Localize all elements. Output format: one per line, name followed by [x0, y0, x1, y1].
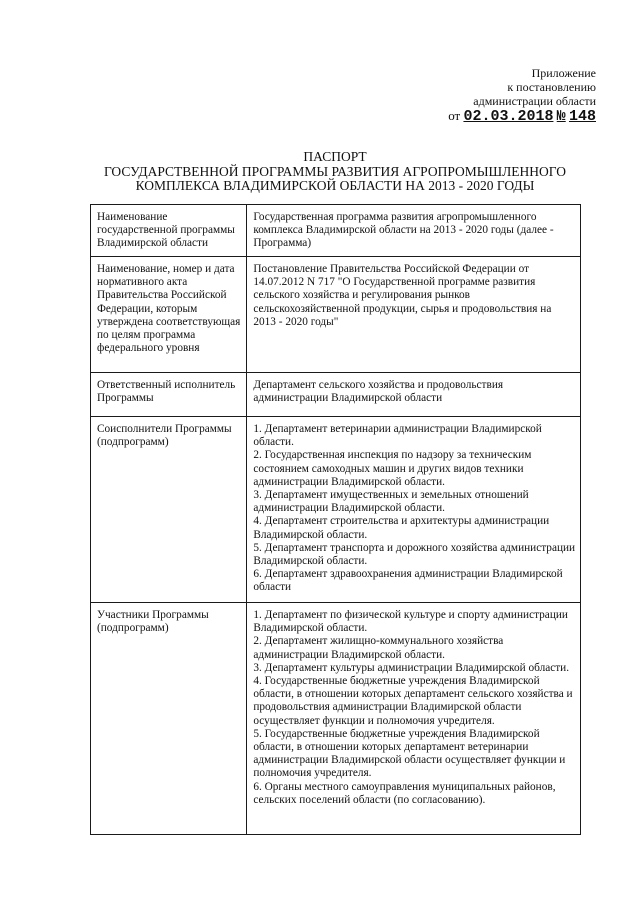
- passport-table: [90, 204, 581, 835]
- list-item: 3. Департамент культуры администрации Владимирской области.: [253, 661, 570, 674]
- row-label: Наименование государственной программы Владимирской области: [91, 205, 247, 257]
- participants-list: [247, 603, 581, 835]
- decree-number: 148: [568, 108, 596, 125]
- row-label: Ответственный исполнитель Программы: [91, 373, 247, 417]
- list-item: 5. Департамент транспорта и дорожного хозяйства администрации Владимирской области.: [253, 541, 576, 568]
- list-item: 1. Департамент ветеринарии администрации Владимирской области.: [253, 423, 542, 449]
- list-item: 6. Департамент здравоохранения администрации Владимирской области: [253, 568, 563, 594]
- appendix-block: [448, 66, 596, 124]
- row-value: Государственная программа развития агропромышленного комплекса Владимирской области на 2013 - 2020 годы (далее - Программа): [247, 205, 581, 257]
- row-label: Наименование, номер и дата нормативного акта Правительства Российской Федерации, которым утверждена соответствующая по целям программа федерального уровня: [91, 257, 247, 373]
- coexecutors-label: Соисполнители Программы (подпрограмм): [91, 417, 247, 603]
- title-line-3: КОМПЛЕКСА ВЛАДИМИРСКОЙ ОБЛАСТИ НА 2013 - 2020 ГОДЫ: [135, 178, 535, 193]
- number-sign: №: [556, 108, 566, 125]
- table-row: [91, 257, 581, 373]
- appendix-line-1: Приложение: [531, 66, 596, 80]
- coexecutors-list: [247, 417, 581, 603]
- list-item: 2. Государственная инспекция по надзору за техническим состоянием самоходных машин и других видов техники администрации Владимирской области.: [253, 449, 532, 488]
- table-row: [91, 373, 581, 417]
- appendix-line-3: администрации области: [473, 94, 596, 108]
- list-item: 6. Органы местного самоуправления муниципальных районов, сельских поселений области (по согласованию).: [253, 780, 556, 806]
- title-line-1: ПАСПОРТ: [303, 149, 367, 164]
- list-item: 5. Государственные бюджетные учреждения Владимирской области, в отношении которых департамент ветеринарии администрации Владимирской области осуществляет функции и полномочия учредителя.: [253, 727, 566, 780]
- appendix-line-2: к постановлению: [507, 80, 596, 94]
- table-row: [91, 417, 581, 603]
- list-item: 2. Департамент жилищно-коммунального хозяйства администрации Владимирской области.: [253, 635, 504, 661]
- list-item: 3. Департамент имущественных и земельных отношений администрации Владимирской области.: [253, 489, 529, 515]
- date-prefix: от: [448, 108, 461, 123]
- document-title: [90, 150, 580, 194]
- decree-date: 02.03.2018: [463, 108, 554, 125]
- title-line-2: ГОСУДАРСТВЕННОЙ ПРОГРАММЫ РАЗВИТИЯ АГРОПРОМЫШЛЕННОГО: [103, 163, 567, 179]
- table-row: [91, 603, 581, 835]
- appendix-date-line: [448, 109, 596, 124]
- list-item: 4. Департамент строительства и архитектуры администрации Владимирской области.: [253, 515, 550, 541]
- participants-label: Участники Программы (подпрограмм): [91, 603, 247, 835]
- list-item: 4. Государственные бюджетные учреждения Владимирской области, в отношении которых департамент сельского хозяйства и продовольствия администрации Владимирской области осуществляет функции и полномочия учредителя.: [253, 675, 573, 727]
- row-value: Постановление Правительства Российской Федерации от 14.07.2012 N 717 "О Государственной программе развития сельского хозяйства и регулирования рынков сельскохозяйственной продукции, сырья и продовольствия на 2013 - 2020 годы": [247, 257, 581, 373]
- row-value: Департамент сельского хозяйства и продовольствия администрации Владимирской области: [247, 373, 581, 417]
- list-item: 1. Департамент по физической культуре и спорту администрации Владимирской области.: [253, 609, 568, 635]
- table-row: [91, 205, 581, 257]
